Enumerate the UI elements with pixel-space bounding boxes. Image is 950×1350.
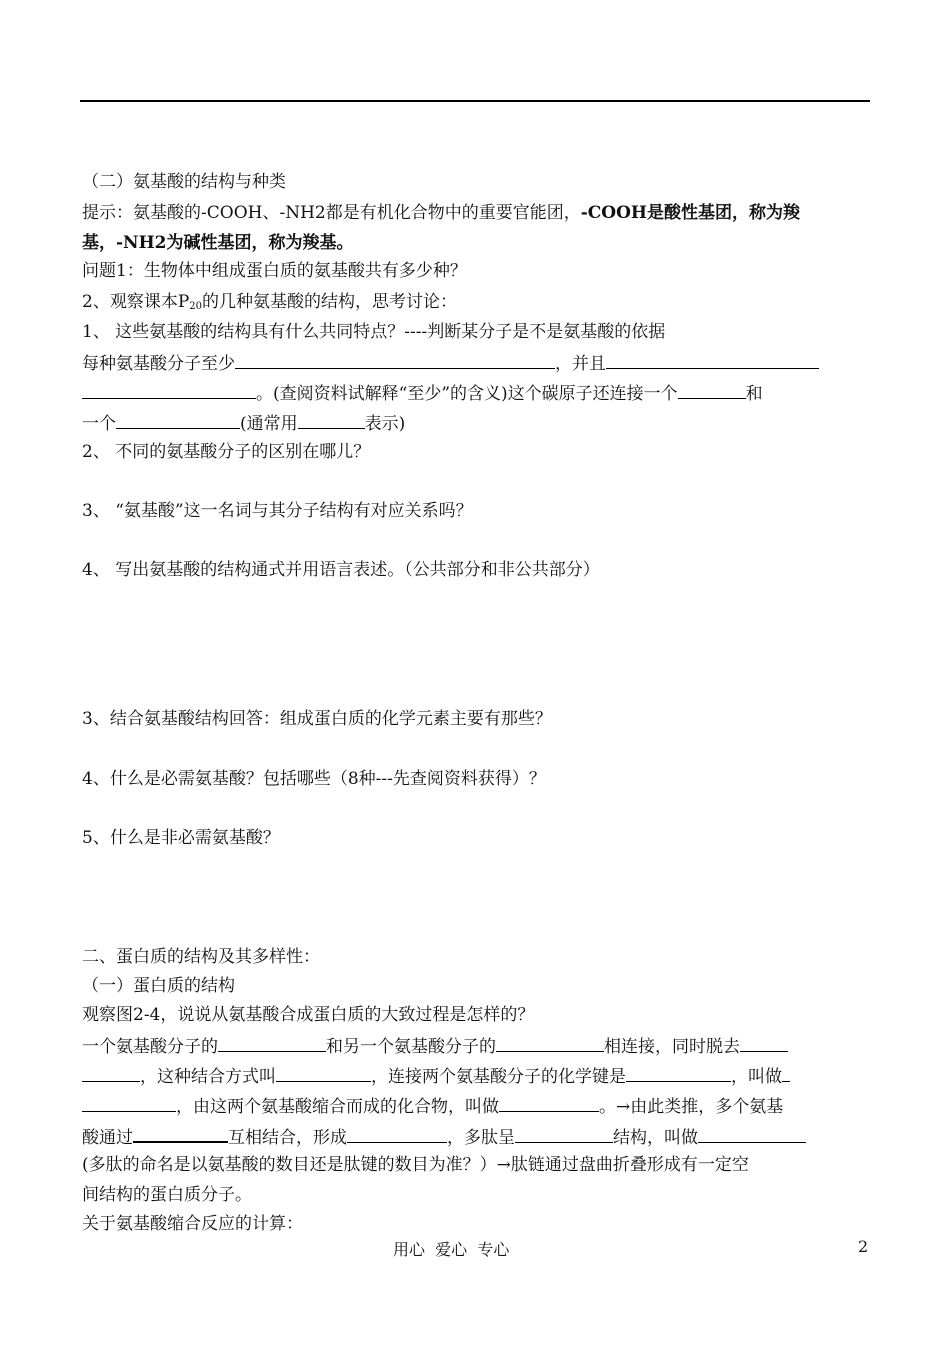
question-2: 2、观察课本$P_{20}$的几种氨基酸的结构，思考讨论： <box>82 292 457 312</box>
blank[interactable] <box>678 380 746 399</box>
blank[interactable] <box>740 1033 788 1052</box>
fill-para-line-1: 一个氨基酸分子的 和另一个氨基酸分子的 相连接，同时脱去 <box>82 1033 788 1059</box>
blank[interactable] <box>82 1063 140 1082</box>
question-1: 问题1：生物体中组成蛋白质的氨基酸共有多少种？ <box>82 261 467 281</box>
discussion-2: 2、 不同的氨基酸分子的区别在哪儿？ <box>82 442 371 462</box>
fill-para-line-6: 间结构的蛋白质分子。 <box>82 1185 252 1205</box>
section-title-amino-acid-structure: （二）氨基酸的结构与种类 <box>82 172 286 192</box>
blank[interactable] <box>782 1063 790 1082</box>
blank[interactable] <box>606 350 819 369</box>
hint-line-1 <box>82 201 800 225</box>
blank[interactable] <box>276 1063 371 1082</box>
discussion-3: 3、 “氨基酸”这一名词与其分子结构有对应关系吗？ <box>82 501 473 521</box>
blank[interactable] <box>698 1124 806 1143</box>
blank[interactable] <box>235 350 555 369</box>
fill-para-line-3: ，由这两个氨基酸缩合而成的化合物，叫做 。→由此类推，多个氨基 <box>82 1093 783 1119</box>
subsection-title: （一）蛋白质的结构 <box>82 976 235 996</box>
footer-motto: 用心 爱心 专心 <box>393 1240 510 1259</box>
fill-line-3: 一个 (通常用 表示) <box>82 410 405 436</box>
hint-bold-1: -COOH是酸性基团，称为羧 <box>580 203 800 223</box>
fill-line-2: 。(查阅资料试解释“至少”的含义)这个碳原子还连接一个 和 <box>82 380 763 406</box>
question-5: 5、什么是非必需氨基酸？ <box>82 828 280 848</box>
observe-question: 观察图2-4，说说从氨基酸合成蛋白质的大致过程是怎样的？ <box>82 1005 535 1025</box>
section-title-protein-structure: 二、蛋白质的结构及其多样性： <box>82 947 320 967</box>
hint-line-2 <box>82 231 354 255</box>
header-rule <box>80 100 870 102</box>
hint-prefix: 提示：氨基酸的-COOH、-NH2都是有机化合物中的重要官能团， <box>82 203 581 223</box>
blank[interactable] <box>133 1123 228 1143</box>
blank[interactable] <box>218 1033 326 1052</box>
question-3: 3、结合氨基酸结构回答：组成蛋白质的化学元素主要有那些？ <box>82 709 552 729</box>
question-4: 4、什么是必需氨基酸？包括哪些（8种---先查阅资料获得）？ <box>82 769 546 789</box>
fill-para-line-5: (多肽的命名是以氨基酸的数目还是肽键的数目为准？）→肽链通过盘曲折叠形成有一定空 <box>82 1155 749 1175</box>
fill-line-1: 每种氨基酸分子至少 ，并且 <box>82 350 819 376</box>
fill-para-line-2: ，这种结合方式叫 ，连接两个氨基酸分子的化学键是 ，叫做 <box>82 1063 790 1089</box>
blank[interactable] <box>499 1093 599 1112</box>
blank[interactable] <box>82 380 256 399</box>
blank[interactable] <box>82 1093 176 1112</box>
discussion-4: 4、 写出氨基酸的结构通式并用语言表述。（公共部分和非公共部分） <box>82 560 600 580</box>
page-number: 2 <box>858 1237 869 1256</box>
blank[interactable] <box>116 410 240 429</box>
blank[interactable] <box>347 1124 447 1143</box>
hint-bold-2: 基，-NH2为碱性基团，称为羧基。 <box>82 233 354 253</box>
fill-para-line-4: 酸通过 互相结合，形成 ，多肽呈 结构，叫做 <box>82 1123 806 1150</box>
calculation-heading: 关于氨基酸缩合反应的计算： <box>82 1214 303 1234</box>
blank[interactable] <box>496 1033 604 1052</box>
discussion-1: 1、 这些氨基酸的结构具有什么共同特点？----判断某分子是不是氨基酸的依据 <box>82 322 666 342</box>
blank[interactable] <box>298 410 365 429</box>
blank[interactable] <box>515 1124 613 1143</box>
blank[interactable] <box>626 1063 731 1082</box>
